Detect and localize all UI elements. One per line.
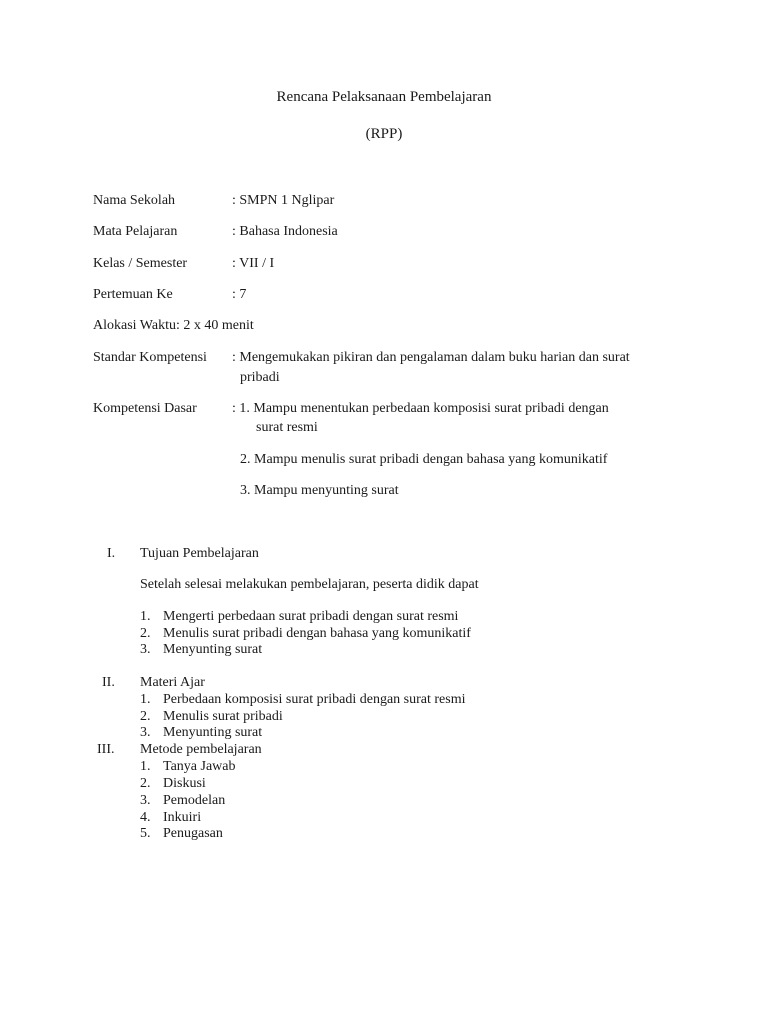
list-item-number: 1. [140,692,151,707]
list-item: Penugasan [163,826,223,841]
kompetensi-dasar-item3: 3. Mampu menyunting surat [240,483,399,498]
pertemuan-ke-label: Pertemuan Ke [93,287,173,302]
kompetensi-dasar-label: Kompetensi Dasar [93,401,197,416]
list-item-number: 4. [140,810,151,825]
standar-kompetensi-value-line2: pribadi [240,370,280,385]
kompetensi-dasar-item2: 2. Mampu menulis surat pribadi dengan bahasa yang komunikatif [240,452,608,467]
list-item: Menyunting surat [163,642,263,657]
kompetensi-dasar-item1-line2: surat resmi [256,420,318,435]
section-materi-numeral: II. [102,675,115,690]
kelas-semester-value: : VII / I [232,256,275,271]
list-item-number: 2. [140,776,151,791]
list-item-number: 3. [140,725,151,740]
list-item: Menulis surat pribadi dengan bahasa yang komunikatif [163,626,471,641]
section-metode-numeral: III. [97,742,115,757]
kelas-semester-label: Kelas / Semester [93,256,188,271]
list-item-number: 1. [140,609,151,624]
list-item: Inkuiri [163,810,202,825]
section-tujuan-heading: Tujuan Pembelajaran [140,546,259,561]
standar-kompetensi-value-line1: : Mengemukakan pikiran dan pengalaman dalam buku harian dan surat [232,350,630,365]
document-title: Rencana Pelaksanaan Pembelajaran [276,89,492,105]
nama-sekolah-label: Nama Sekolah [93,193,176,208]
list-item-number: 3. [140,642,151,657]
mata-pelajaran-label: Mata Pelajaran [93,224,178,239]
list-item-number: 2. [140,626,151,641]
standar-kompetensi-label: Standar Kompetensi [93,350,207,365]
section-metode-heading: Metode pembelajaran [140,742,262,757]
list-item-number: 2. [140,709,151,724]
list-item: Diskusi [163,776,206,791]
list-item: Perbedaan komposisi surat pribadi dengan surat resmi [163,692,466,707]
list-item-number: 3. [140,793,151,808]
list-item-number: 1. [140,759,151,774]
nama-sekolah-value: : SMPN 1 Nglipar [232,193,335,208]
list-item: Tanya Jawab [163,759,236,774]
alokasi-waktu: Alokasi Waktu: 2 x 40 menit [93,318,254,333]
pertemuan-ke-value: : 7 [232,287,247,302]
section-tujuan-intro: Setelah selesai melakukan pembelajaran, peserta didik dapat [140,577,479,592]
list-item: Mengerti perbedaan surat pribadi dengan surat resmi [163,609,459,624]
section-materi-heading: Materi Ajar [140,675,205,690]
list-item: Menulis surat pribadi [163,709,283,724]
section-tujuan-numeral: I. [107,546,116,561]
mata-pelajaran-value: : Bahasa Indonesia [232,224,338,239]
list-item-number: 5. [140,826,151,841]
kompetensi-dasar-item1-line1: : 1. Mampu menentukan perbedaan komposisi surat pribadi dengan [232,401,609,416]
document-subtitle: (RPP) [365,126,403,142]
list-item: Menyunting surat [163,725,263,740]
list-item: Pemodelan [163,793,226,808]
